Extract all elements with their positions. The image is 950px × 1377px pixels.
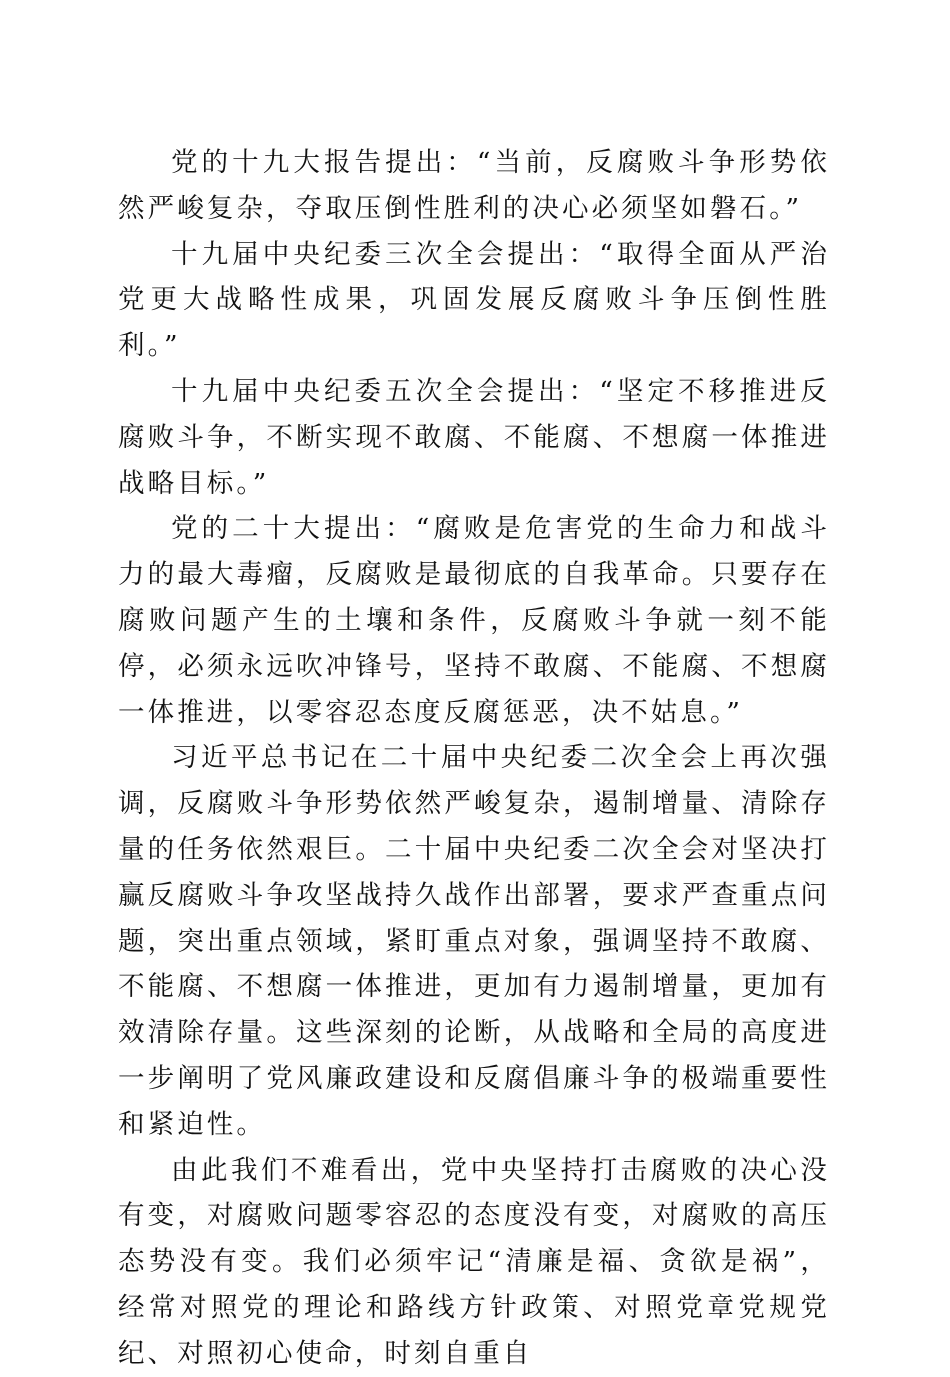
paragraph-third-plenary-session: 十九届中央纪委三次全会提出：“取得全面从严治党更大战略性成果，巩固发展反腐败斗争压倒性胜利。” xyxy=(118,238,830,362)
paragraph-conclusion: 由此我们不难看出，党中央坚持打击腐败的决心没有变，对腐败问题零容忍的态度没有变，对腐败的高压态势没有变。我们必须牢记“清廉是福、贪欲是祸”，经常对照党的理论和路线方针政策、对照党章党规党纪、对照初心使命，时刻自重自 xyxy=(118,1154,830,1369)
paragraph-20th-congress: 党的二十大提出：“腐败是危害党的生命力和战斗力的最大毒瘤，反腐败是最彻底的自我革命。只要存在腐败问题产生的土壤和条件，反腐败斗争就一刻不能停，必须永远吹冲锋号，坚持不敢腐、不能腐、不想腐一体推进，以零容忍态度反腐惩恶，决不姑息。” xyxy=(118,513,830,728)
paragraph-second-plenary-session: 习近平总书记在二十届中央纪委二次全会上再次强调，反腐败斗争形势依然严峻复杂，遏制增量、清除存量的任务依然艰巨。二十届中央纪委二次全会对坚决打赢反腐败斗争攻坚战持久战作出部署，要求严查重点问题，突出重点领域，紧盯重点对象，强调坚持不敢腐、不能腐、不想腐一体推进，更加有力遏制增量，更加有效清除存量。这些深刻的论断，从战略和全局的高度进一步阐明了党风廉政建设和反腐倡廉斗争的极端重要性和紧迫性。 xyxy=(118,742,830,1140)
paragraph-19th-congress-report: 党的十九大报告提出：“当前，反腐败斗争形势依然严峻复杂，夺取压倒性胜利的决心必须坚如磐石。” xyxy=(118,147,830,224)
document-body xyxy=(118,140,830,1377)
paragraph-fifth-plenary-session: 十九届中央纪委五次全会提出：“坚定不移推进反腐败斗争，不断实现不敢腐、不能腐、不想腐一体推进战略目标。” xyxy=(118,375,830,499)
